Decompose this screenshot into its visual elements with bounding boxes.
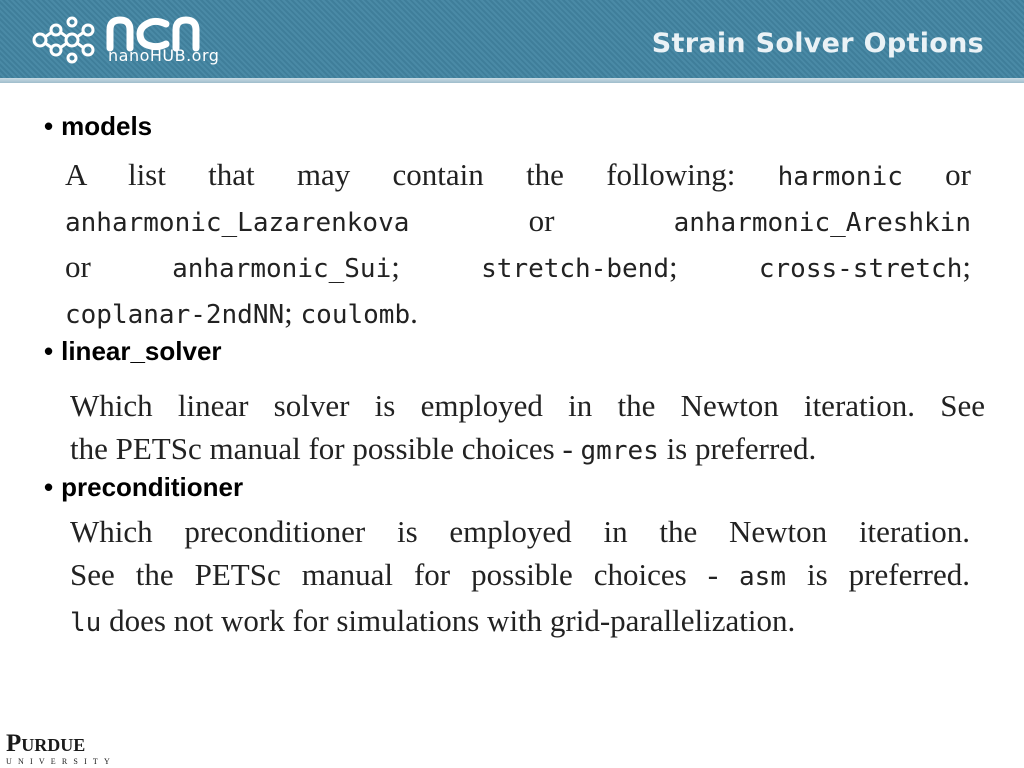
text-run: does not work for simulations with grid-parallelization.	[101, 603, 796, 638]
text-run: the PETSc manual for possible choices -	[70, 431, 581, 466]
text-run: is preferred.	[786, 557, 970, 592]
bullet-preconditioner	[44, 472, 243, 503]
text-run: A list that may contain the following:	[65, 157, 778, 192]
code-term: harmonic	[777, 162, 903, 192]
bullet-dot-icon: •	[44, 336, 54, 366]
bullet-linear-solver	[44, 336, 222, 367]
purdue-logo	[6, 731, 116, 767]
code-term: anharmonic_Sui	[172, 254, 392, 284]
text-run: ;	[962, 249, 971, 284]
linear-solver-description	[70, 384, 985, 473]
bullet-label: preconditioner	[61, 472, 244, 502]
code-term: lu	[70, 608, 102, 638]
code-term: coulomb	[300, 300, 411, 330]
text-line	[70, 510, 970, 553]
text-line	[65, 199, 971, 245]
text-run: ;	[391, 249, 482, 284]
text-run: is preferred.	[658, 431, 817, 466]
models-description	[65, 153, 971, 337]
bullet-label: models	[61, 111, 153, 141]
code-term: asm	[739, 562, 786, 592]
text-run: or	[409, 203, 674, 238]
code-term: coplanar-2ndNN	[65, 300, 285, 330]
code-term: gmres	[580, 436, 659, 466]
text-run: Which preconditioner is employed in the Newton iteration.	[70, 514, 970, 549]
text-run: or	[65, 249, 173, 284]
purdue-sub: UNIVERSITY	[6, 757, 116, 766]
code-term: cross-stretch	[758, 254, 963, 284]
bullet-label: linear_solver	[61, 336, 222, 366]
text-line	[70, 553, 970, 599]
code-term: stretch-bend	[481, 254, 669, 284]
slide-header	[0, 0, 1024, 83]
text-line	[65, 245, 971, 291]
text-line	[70, 427, 985, 473]
bullet-dot-icon: •	[44, 472, 54, 502]
code-term: anharmonic_Lazarenkova	[65, 208, 410, 238]
text-line	[70, 599, 970, 645]
bullet-models	[44, 111, 152, 142]
text-line	[65, 291, 971, 337]
text-run: Which linear solver is employed in the Newton iteration. See	[70, 388, 985, 423]
text-line	[65, 153, 971, 199]
text-run: See the PETSc manual for possible choices -	[70, 557, 740, 592]
preconditioner-description	[70, 510, 970, 645]
code-term: anharmonic_Areshkin	[673, 208, 971, 238]
text-run: ;	[668, 249, 759, 284]
text-run: or	[902, 157, 971, 192]
text-run: .	[410, 295, 418, 330]
text-run: ;	[284, 295, 301, 330]
slide-title: Strain Solver Options	[651, 28, 984, 59]
purdue-name: Purdue	[6, 730, 86, 757]
logo-wordmark: nanoHUB.org	[108, 46, 220, 65]
text-line	[70, 384, 985, 427]
bullet-dot-icon: •	[44, 111, 54, 141]
